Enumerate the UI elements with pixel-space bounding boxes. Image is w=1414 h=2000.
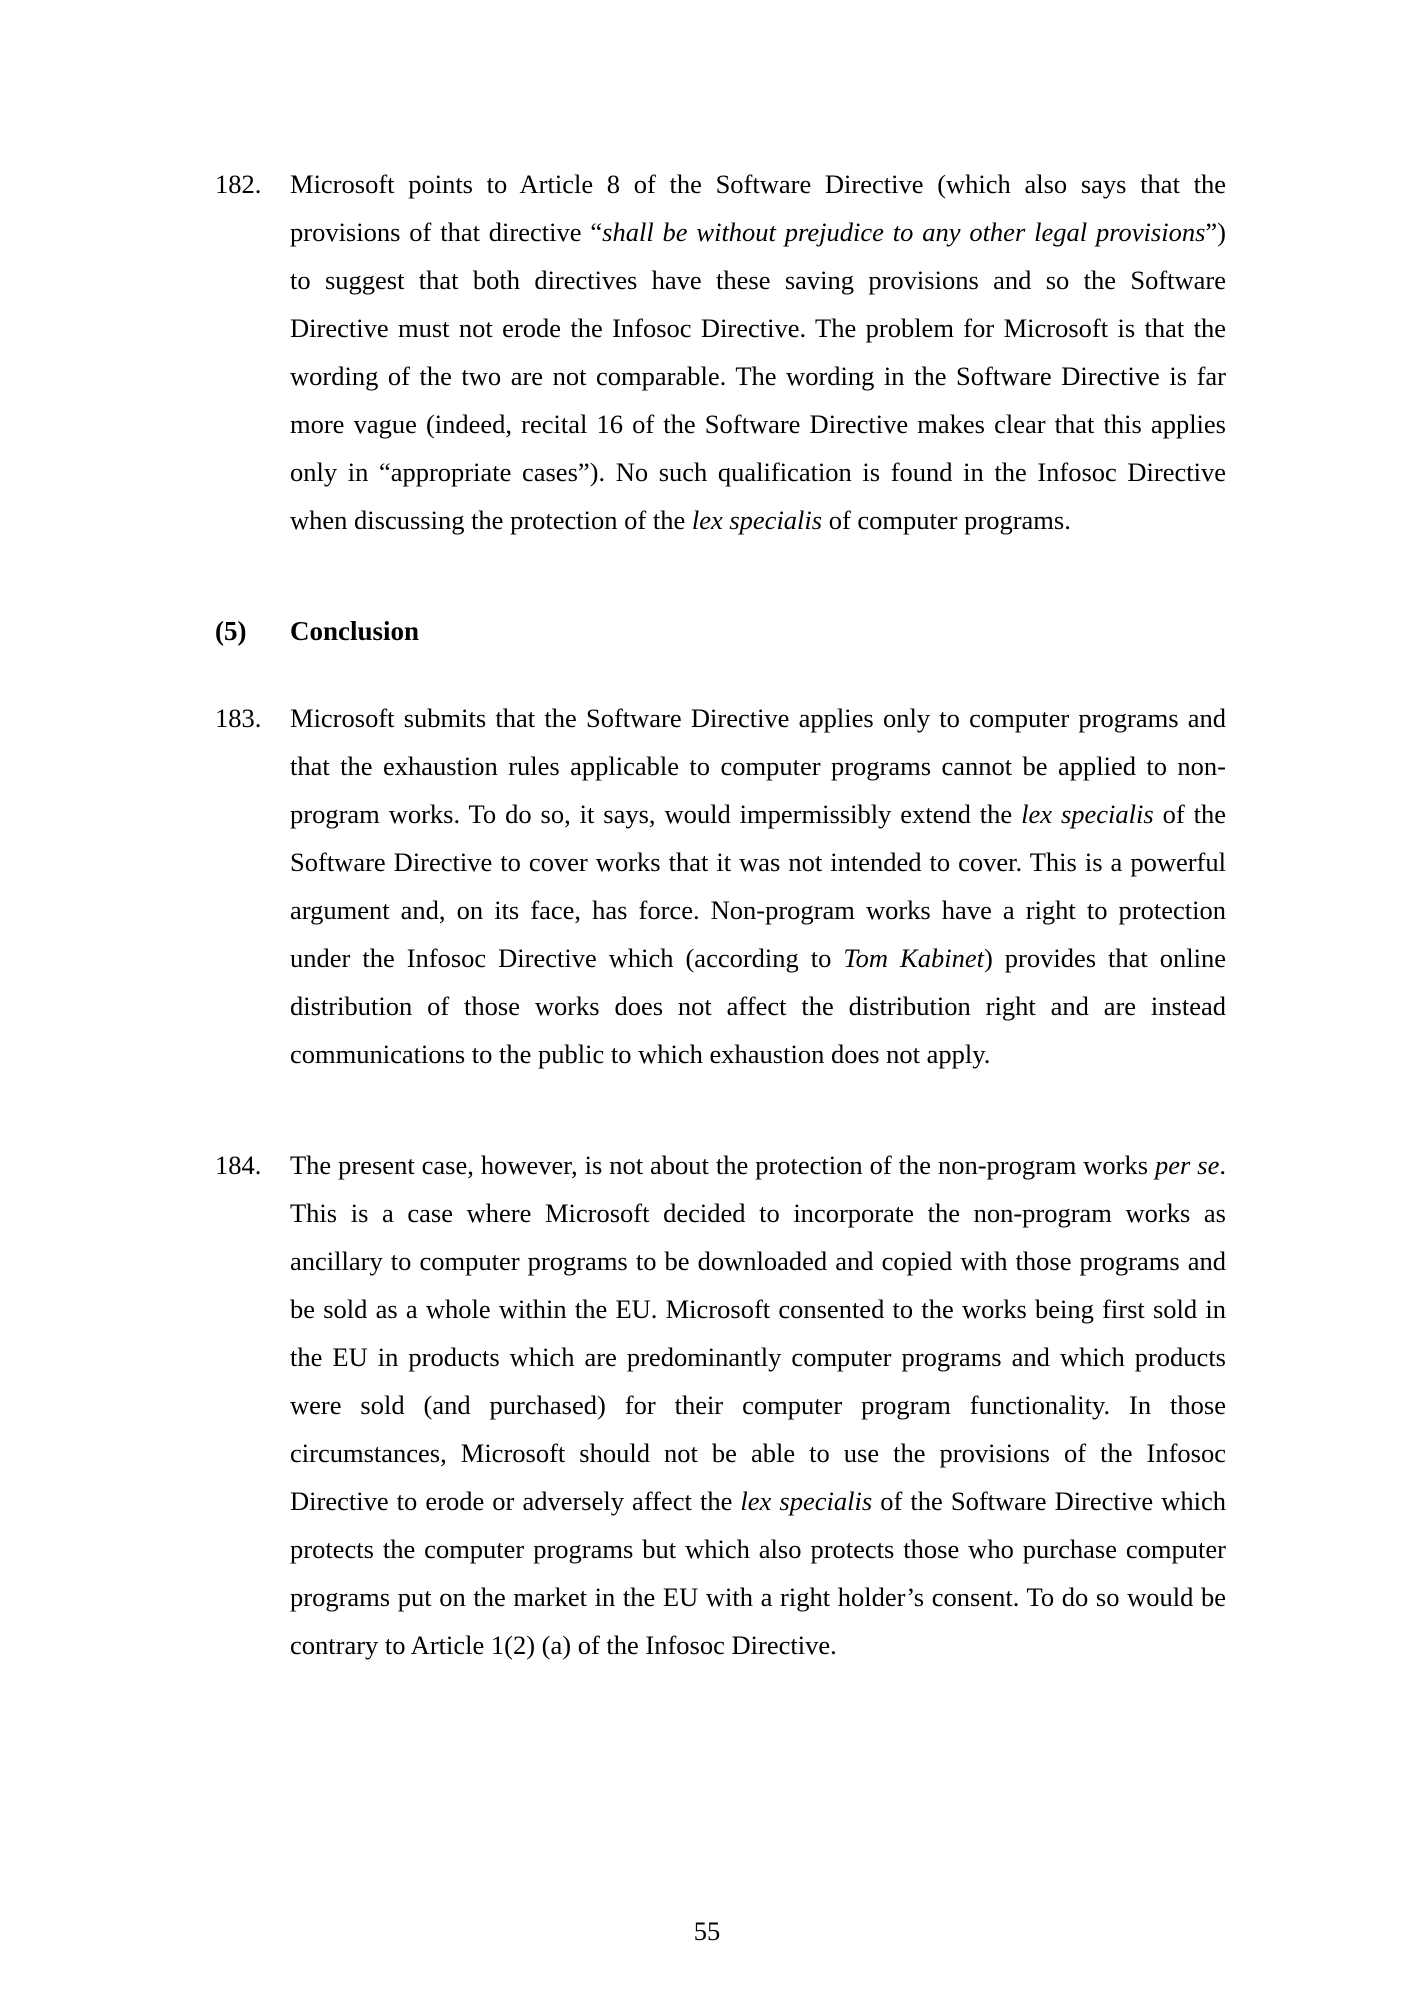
paragraph-text: Microsoft points to Article 8 of the Software Directive (which also says that the provisions of that directive “shall be without prejudice to any other legal provisions”) to suggest that both directives have these saving provisions and so the Software Directive must not erode the Infosoc Directive. The problem for Microsoft is that the wording of the two are not comparable. The wording in the Software Directive is far more vague (indeed, recital 16 of the Software Directive makes clear that this applies only in “appropriate cases”). No such qualification is found in the Infosoc Directive when discussing the protection of the lex specialis of computer programs. — [290, 169, 1226, 535]
heading-label: Conclusion — [290, 616, 420, 646]
paragraph-183 — [215, 694, 1226, 1078]
paragraph-number: 182. — [215, 169, 262, 199]
paragraph-text: Microsoft submits that the Software Directive applies only to computer programs and that the exhaustion rules applicable to computer programs cannot be applied to non-program works. To do so, it says, would impermissibly extend the lex specialis of the Software Directive to cover works that it was not intended to cover. This is a powerful argument and, on its face, has force. Non-program works have a right to protection under the Infosoc Directive which (according to Tom Kabinet) provides that online distribution of those works does not affect the distribution right and are instead communications to the public to which exhaustion does not apply. — [290, 703, 1227, 1069]
paragraph-text: The present case, however, is not about the protection of the non-program works per se. This is a case where Microsoft decided to incorporate the non-program works as ancillary to computer programs to be downloaded and copied with those programs and be sold as a whole within the EU. Microsoft consented to the works being first sold in the EU in products which are predominantly computer programs and which products were sold (and purchased) for their computer program functionality. In those circumstances, Microsoft should not be able to use the provisions of the Infosoc Directive to erode or adversely affect the lex specialis of the Software Directive which protects the computer programs but which also protects those who purchase computer programs put on the market in the EU with a right holder’s consent. To do so would be contrary to Article 1(2) (a) of the Infosoc Directive. — [290, 1150, 1227, 1660]
page-number: 55 — [693, 1916, 721, 1946]
section-heading-conclusion — [215, 607, 1226, 655]
paragraph-number: 184. — [215, 1150, 262, 1180]
paragraph-184 — [215, 1141, 1226, 1669]
heading-number: (5) — [215, 616, 247, 646]
paragraph-number: 183. — [215, 703, 262, 733]
paragraph-182 — [215, 160, 1226, 544]
